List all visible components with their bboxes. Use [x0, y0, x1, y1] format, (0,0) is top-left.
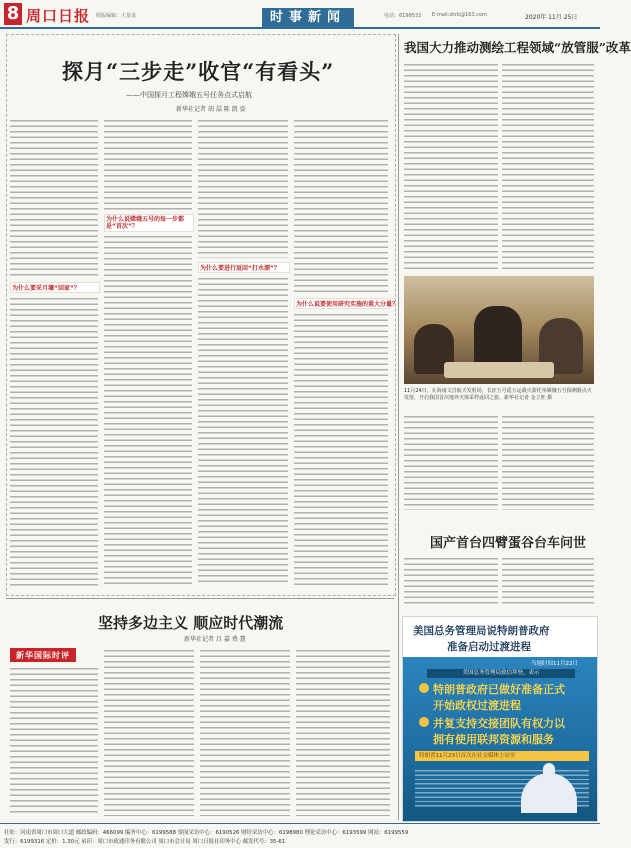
footer-line-2: 发行：6199316 定价：1.30元 承印：周口市政通印务有限公司 周口市会计局 周口日报社印务中心 邮发代号：35-61	[4, 839, 286, 845]
footer-line-1: 社址：河南省周口市周口大道 邮政编码：466099 编务中心：6199588 要闻采访中心：6190526 财经采访中心：6198980 理论采访中心：6193599 网站：6199559	[4, 830, 409, 836]
bottom-article-title: 坚持多边主义 顺应时代潮流	[98, 614, 284, 632]
news-photo	[404, 276, 594, 384]
bottom-text-4	[296, 648, 390, 816]
lead-subhead-4: 为什么说要使用研究实施的重大分量？	[296, 301, 399, 308]
lead-text-column-1a	[10, 118, 98, 278]
graphic-line4: 拥有使用联邦资源和服务	[433, 733, 554, 746]
right-top-text-2	[502, 62, 594, 272]
lead-text-column-2a	[104, 118, 192, 210]
right-top-text-1	[404, 62, 498, 272]
contact-email: E-mail:zkrb@163.com	[432, 12, 487, 18]
graphic-title-line2: 准备启动过渡进程	[447, 641, 531, 653]
lead-article	[6, 34, 399, 594]
contact-phone: 电话：6199533	[384, 13, 422, 19]
photo-caption: 11月24日，在海南文昌航天发射场，长征五号遥五运载火箭托举嫦娥五号探测器点火发射，开启我国首次地外天体采样返回之旅。新华社记者 金立旺 摄	[404, 388, 592, 401]
newspaper-name: 周口日报	[26, 7, 91, 25]
right-mid-text-1	[404, 556, 498, 606]
graphic-date-note: 当地时间11月22日	[531, 661, 578, 667]
bullet-icon-2	[419, 717, 429, 727]
column-divider	[398, 34, 399, 820]
page-number: 8	[4, 3, 22, 25]
right-mid-article-title: 国产首台四臂蛋谷台车问世	[430, 536, 587, 551]
photo-table	[444, 362, 554, 378]
photo-figure-center	[474, 306, 522, 368]
right-top-article	[402, 34, 631, 512]
lead-text-column-3a	[198, 118, 288, 258]
bottom-text-1	[10, 666, 98, 816]
lead-article-subtitle: ——中国探月工程嫦娥五号任务点式启航	[126, 91, 252, 99]
right-top-text-3	[404, 414, 498, 510]
lead-text-column-1b	[10, 296, 98, 586]
right-top-text-4	[502, 414, 594, 510]
graphic-title-line1: 美国总务管理局说特朗普政府	[413, 625, 550, 637]
capitol-dome-icon	[543, 763, 555, 775]
page-footer	[0, 823, 600, 848]
graphic-banner: 美国总务管理局致信拜登，表示	[427, 669, 575, 678]
bottom-text-2	[104, 648, 194, 816]
page-header	[0, 0, 600, 28]
bottom-article-byline: 新华社记者 吕 嘉 费 慧	[184, 636, 246, 643]
graphic-line2: 开始政权过渡进程	[433, 699, 521, 712]
graphic-line1: 特朗普政府已做好准备正式	[433, 683, 565, 696]
policy-graphic	[402, 616, 598, 822]
header-rule	[0, 27, 600, 29]
lead-subhead-1: 为什么要采月壤“回家”？	[12, 285, 80, 292]
lead-article-title: 探月“三步走”收官“有看头”	[62, 59, 335, 84]
section-title: 时事新闻	[262, 8, 354, 28]
editor-meta: 组版编辑：大星成	[96, 13, 137, 19]
right-top-article-title: 我国大力推动测绘工程领域“放管服”改革	[404, 40, 631, 55]
lead-subhead-3: 为什么要进行返回“打水漂”？	[200, 265, 280, 272]
lead-text-column-4a	[294, 118, 388, 294]
right-mid-text-2	[502, 556, 594, 606]
lead-text-column-4b	[294, 312, 388, 586]
graphic-line3: 并复支持交接团队有权力以	[433, 717, 565, 730]
bottom-text-3	[200, 648, 290, 816]
lead-text-column-2b	[104, 234, 192, 586]
lead-text-column-3b	[198, 276, 288, 586]
lead-subhead-2: 为什么说嫦娥五号的每一步都是“首次”？	[106, 216, 185, 230]
lead-article-byline: 新华社记者 胡 喆 陈 凯 姿	[176, 106, 246, 113]
bottom-article	[6, 602, 394, 820]
column-label: 新华国际时评	[10, 648, 76, 662]
right-mid-article	[402, 526, 596, 610]
bullet-icon-1	[419, 683, 429, 693]
bottom-article-rule	[6, 598, 394, 599]
issue-date: 2020年 11月 25日	[525, 14, 578, 21]
graphic-box-label: 特朗普11月23日首次在社交媒体上证实	[415, 751, 589, 761]
